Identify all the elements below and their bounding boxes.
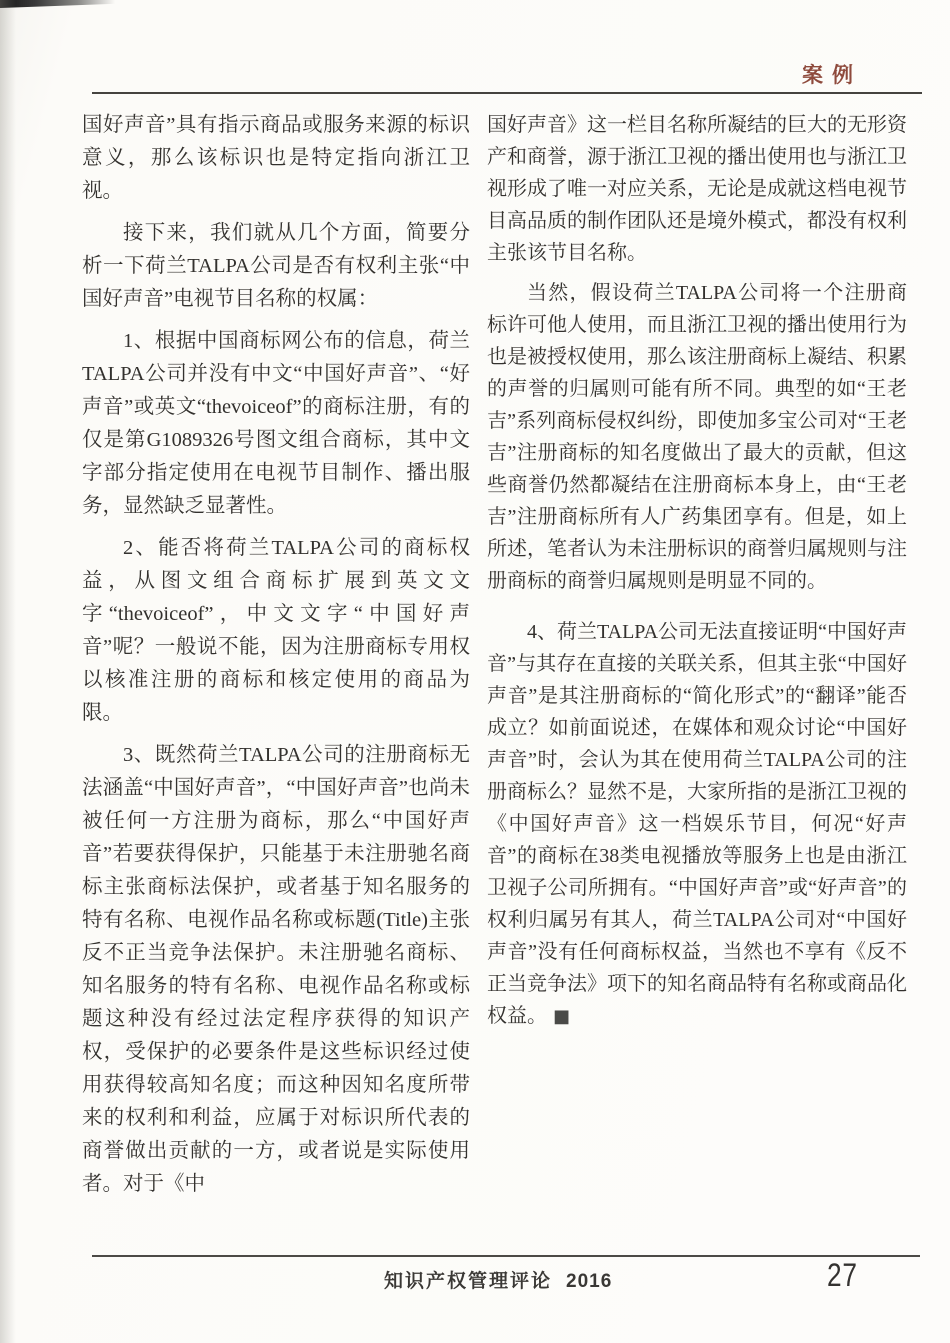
footer-rule — [92, 1255, 920, 1257]
footer-journal-title — [384, 1266, 612, 1293]
paragraph: 3、既然荷兰TALPA公司的注册商标无法涵盖“中国好声音”，“中国好声音”也尚未被任何一方注册为商标，那么“中国好声音”若要获得保护，只能基于未注册驰名商标主张商标法保护，或者基于知名服务的特有名称、电视作品名称或标题(Title)主张反不正当竞争法保护。未注册驰名商标、知名服务的特有名称、电视作品名称或标题这种没有经过法定程序获得的知识产权，受保护的必要条件是这些标识经过使用获得较高知名度；而这种因知名度所带来的权利和利益，应属于对标识所代表的商誉做出贡献的一方，或者说是实际使用者。对于《中 — [82, 744, 470, 1195]
paragraph: 当然，假设荷兰TALPA公司将一个注册商标许可他人使用，而且浙江卫视的播出使用行为也是被授权使用，那么该注册商标上凝结、积累的声誉的归属则可能有所不同。典型的如“王老吉”系列商标侵权纠纷，即使加多宝公司对“王老吉”注册商标的知名度做出了最大的贡献，但这些商誉仍然都凝结在注册商标本身上，由“王老吉”注册商标所有人广药集团享有。但是，如上所述，笔者认为未注册标识的商誉归属规则与注册商标的商誉归属规则是明显不同的。 — [487, 282, 907, 592]
section-label: 案例 — [802, 64, 862, 87]
paragraph: 接下来，我们就从几个方面，简要分析一下荷兰TALPA公司是否有权利主张“中国好声音”电视节目名称的权属： — [82, 222, 470, 310]
paragraph: 国好声音”具有指示商品或服务来源的标识意义，那么该标识也是特定指向浙江卫视。 — [82, 114, 470, 202]
page-number: 27 — [827, 1257, 858, 1293]
paragraph: 国好声音》这一栏目名称所凝结的巨大的无形资产和商誉，源于浙江卫视的播出使用也与浙江卫视形成了唯一对应关系，无论是成就这档电视节目高品质的制作团队还是境外模式，都没有权利主张该节目名称。 — [487, 114, 907, 264]
paragraph-text: 4、荷兰TALPA公司无法直接证明“中国好声音”与其存在直接的关联关系，但其主张“中国好声音”是其注册商标的“简化形式”的“翻译”能否成立？如前面说述，在媒体和观众讨论“中国好声音”时，会认为其在使用荷兰TALPA公司的注册商标么？显然不是，大家所指的是浙江卫视的《中国好声音》这一档娱乐节目，何况“好声音”的商标在38类电视播放等服务上也是由浙江卫视子公司所拥有。“中国好声音”或“好声音”的权利归属另有其人，荷兰TALPA公司对“中国好声音”没有任何商标权益，当然也不享有《反不正当竞争法》项下的知名商品特有名称或商品化权益。 — [487, 621, 907, 1027]
scan-artifact-top-edge — [0, 0, 120, 8]
header-rule — [92, 92, 922, 94]
paragraph — [487, 616, 907, 1033]
right-text-column — [487, 109, 907, 1041]
article-end-square-icon: ■ — [553, 1006, 571, 1027]
left-text-column — [82, 109, 470, 1210]
paragraph: 2、能否将荷兰TALPA公司的商标权益，从图文组合商标扩展到英文文字“thevoiceof”，中文文字“中国好声音”呢？一般说不能，因为注册商标专用权以核准注册的商标和核定使用的商品为限。 — [82, 537, 470, 724]
journal-year: 2016 — [566, 1271, 613, 1292]
scan-artifact-left-gutter — [0, 0, 16, 1343]
paragraph: 1、根据中国商标网公布的信息，荷兰TALPA公司并没有中文“中国好声音”、“好声音”或英文“thevoiceof”的商标注册，有的仅是第G1089326号图文组合商标，其中文字部分指定使用在电视节目制作、播出服务，显然缺乏显著性。 — [82, 330, 470, 517]
journal-name: 知识产权管理评论 — [384, 1271, 553, 1292]
